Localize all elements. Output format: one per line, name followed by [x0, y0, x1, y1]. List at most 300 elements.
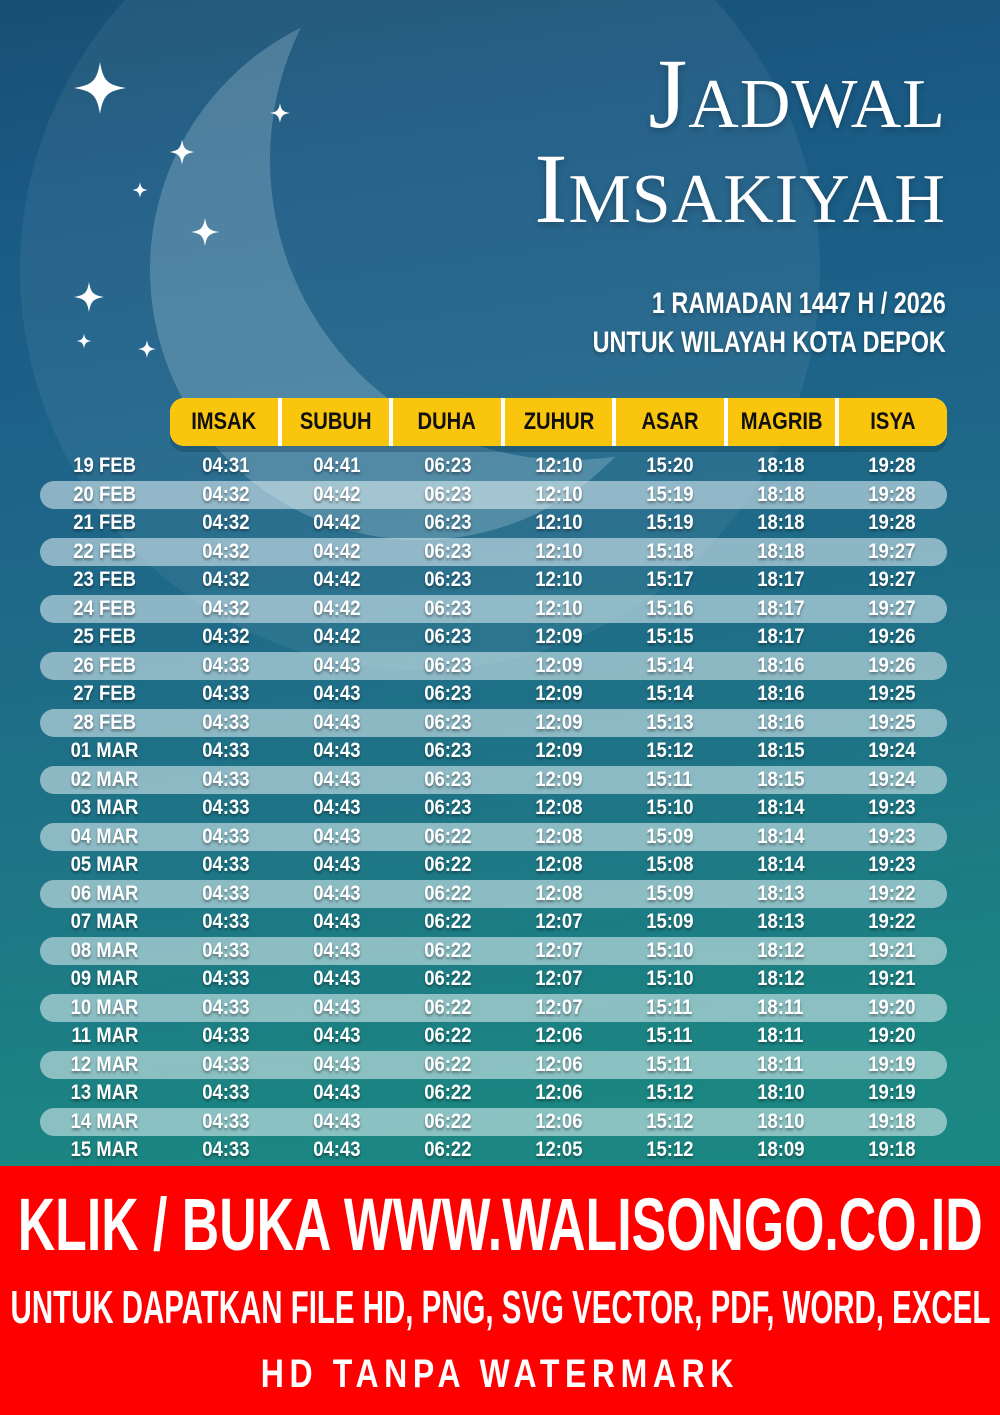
time-cell	[836, 996, 947, 1020]
time-value: 06:22	[423, 995, 472, 1019]
schedule-row	[40, 509, 947, 538]
time-cell	[725, 454, 836, 478]
time-cell	[836, 682, 947, 706]
time-cell	[170, 910, 281, 934]
time-cell	[392, 967, 503, 991]
time-value: 04:32	[201, 568, 250, 592]
date-cell	[40, 1110, 170, 1134]
time-cell	[503, 1081, 614, 1105]
time-value: 19:27	[867, 596, 916, 620]
time-cell	[170, 882, 281, 906]
time-value: 19:28	[867, 454, 916, 478]
time-cell	[392, 597, 503, 621]
date-cell	[40, 853, 170, 877]
time-value: 06:22	[423, 967, 472, 991]
time-value: 06:22	[423, 1024, 472, 1048]
time-value: 04:33	[201, 739, 250, 763]
time-cell	[614, 1110, 725, 1134]
time-cell	[392, 483, 503, 507]
time-value: 06:23	[423, 682, 472, 706]
time-value: 06:23	[423, 625, 472, 649]
time-value: 19:21	[867, 938, 916, 962]
time-cell	[836, 825, 947, 849]
time-value: 18:18	[756, 511, 805, 535]
column-header-duha	[393, 398, 501, 446]
time-value: 19:20	[867, 1024, 916, 1048]
time-value: 04:33	[201, 910, 250, 934]
time-cell	[836, 768, 947, 792]
date-label: 21 FEB	[73, 511, 137, 535]
time-cell	[170, 996, 281, 1020]
time-cell	[170, 1138, 281, 1162]
time-value: 04:43	[312, 824, 361, 848]
time-value: 12:09	[534, 767, 583, 791]
time-value: 06:23	[423, 568, 472, 592]
time-cell	[392, 454, 503, 478]
time-cell	[614, 1081, 725, 1105]
date-cell	[40, 939, 170, 963]
column-header-label: DUHA	[417, 408, 477, 435]
time-cell	[836, 739, 947, 763]
time-cell	[281, 882, 392, 906]
time-value: 04:43	[312, 1138, 361, 1162]
time-value: 12:06	[534, 1024, 583, 1048]
time-cell	[836, 1138, 947, 1162]
time-value: 18:18	[756, 454, 805, 478]
time-value: 04:43	[312, 938, 361, 962]
time-value: 18:13	[756, 881, 805, 905]
time-value: 04:33	[201, 938, 250, 962]
time-cell	[281, 1081, 392, 1105]
time-value: 04:33	[201, 1138, 250, 1162]
time-value: 06:22	[423, 1138, 472, 1162]
time-cell	[170, 825, 281, 849]
schedule-row	[40, 994, 947, 1023]
time-value: 15:19	[645, 482, 694, 506]
time-value: 15:09	[645, 881, 694, 905]
time-cell	[725, 825, 836, 849]
time-cell	[836, 568, 947, 592]
time-value: 15:09	[645, 824, 694, 848]
time-value: 18:16	[756, 653, 805, 677]
column-header-label: ASAR	[641, 408, 699, 435]
column-header-label: ISYA	[870, 408, 916, 435]
time-value: 12:09	[534, 739, 583, 763]
time-cell	[725, 540, 836, 564]
time-cell	[170, 540, 281, 564]
time-value: 19:22	[867, 881, 916, 905]
time-value: 19:28	[867, 511, 916, 535]
time-value: 06:22	[423, 1052, 472, 1076]
time-cell	[281, 967, 392, 991]
time-value: 04:41	[312, 454, 361, 478]
time-value: 19:24	[867, 767, 916, 791]
time-value: 19:19	[867, 1052, 916, 1076]
subtitle-region-label: UNTUK WILAYAH KOTA DEPOK	[592, 326, 946, 359]
time-value: 04:42	[312, 511, 361, 535]
time-cell	[392, 1081, 503, 1105]
date-label: 22 FEB	[73, 539, 137, 563]
date-label: 19 FEB	[73, 454, 137, 478]
time-value: 04:43	[312, 682, 361, 706]
time-value: 18:14	[756, 796, 805, 820]
time-cell	[170, 568, 281, 592]
time-value: 18:16	[756, 682, 805, 706]
time-value: 18:10	[756, 1081, 805, 1105]
time-value: 15:11	[646, 995, 693, 1019]
footer-no-watermark-label: HD TANPA WATERMARK	[260, 1351, 740, 1396]
time-cell	[836, 597, 947, 621]
time-value: 04:33	[201, 1052, 250, 1076]
date-label: 23 FEB	[73, 568, 137, 592]
time-cell	[281, 768, 392, 792]
time-cell	[614, 939, 725, 963]
date-label: 11 MAR	[71, 1024, 139, 1048]
column-header-label: IMSAK	[191, 408, 257, 435]
time-cell	[725, 910, 836, 934]
time-cell	[281, 483, 392, 507]
time-value: 04:33	[201, 995, 250, 1019]
time-value: 04:43	[312, 1081, 361, 1105]
time-value: 04:43	[312, 853, 361, 877]
time-cell	[392, 540, 503, 564]
date-cell	[40, 910, 170, 934]
time-value: 04:42	[312, 568, 361, 592]
time-cell	[836, 711, 947, 735]
date-label: 15 MAR	[71, 1138, 139, 1162]
column-header-imsak	[170, 398, 278, 446]
time-cell	[614, 996, 725, 1020]
date-label: 08 MAR	[71, 938, 139, 962]
time-value: 12:07	[534, 938, 583, 962]
date-label: 24 FEB	[73, 596, 137, 620]
time-cell	[503, 825, 614, 849]
time-cell	[170, 739, 281, 763]
time-cell	[170, 682, 281, 706]
time-cell	[836, 454, 947, 478]
time-cell	[503, 625, 614, 649]
date-cell	[40, 882, 170, 906]
time-value: 12:07	[534, 995, 583, 1019]
poster-title	[534, 38, 946, 244]
time-cell	[725, 1081, 836, 1105]
schedule-row	[40, 680, 947, 709]
schedule-row	[40, 794, 947, 823]
time-cell	[725, 967, 836, 991]
date-label: 12 MAR	[71, 1052, 139, 1076]
time-value: 18:15	[756, 739, 805, 763]
time-cell	[836, 882, 947, 906]
time-cell	[392, 625, 503, 649]
time-cell	[281, 454, 392, 478]
time-value: 04:32	[201, 596, 250, 620]
time-cell	[725, 511, 836, 535]
time-value: 06:23	[423, 482, 472, 506]
schedule-header	[170, 398, 947, 446]
time-value: 18:11	[757, 995, 804, 1019]
time-value: 04:33	[201, 853, 250, 877]
schedule-row	[40, 823, 947, 852]
time-value: 18:11	[757, 1024, 804, 1048]
time-value: 06:22	[423, 1081, 472, 1105]
time-cell	[614, 540, 725, 564]
time-value: 06:23	[423, 739, 472, 763]
date-label: 26 FEB	[73, 653, 137, 677]
time-cell	[503, 853, 614, 877]
time-value: 15:10	[645, 967, 694, 991]
time-cell	[503, 996, 614, 1020]
time-cell	[725, 796, 836, 820]
time-cell	[281, 796, 392, 820]
time-cell	[170, 796, 281, 820]
time-cell	[170, 711, 281, 735]
time-cell	[725, 597, 836, 621]
time-cell	[614, 1138, 725, 1162]
time-value: 18:16	[756, 710, 805, 734]
time-cell	[836, 939, 947, 963]
time-value: 06:22	[423, 910, 472, 934]
time-cell	[725, 483, 836, 507]
time-cell	[281, 1053, 392, 1077]
time-cell	[836, 853, 947, 877]
time-cell	[725, 568, 836, 592]
time-cell	[614, 910, 725, 934]
time-value: 12:08	[534, 796, 583, 820]
schedule-row	[40, 965, 947, 994]
time-cell	[170, 597, 281, 621]
time-cell	[836, 1081, 947, 1105]
time-value: 04:43	[312, 910, 361, 934]
column-header-label: SUBUH	[299, 408, 372, 435]
time-value: 12:06	[534, 1052, 583, 1076]
time-value: 19:27	[867, 539, 916, 563]
time-value: 04:43	[312, 995, 361, 1019]
time-cell	[503, 796, 614, 820]
date-cell	[40, 739, 170, 763]
column-header-label: MAGRIB	[740, 408, 823, 435]
time-value: 18:17	[756, 625, 805, 649]
time-cell	[503, 967, 614, 991]
time-value: 15:19	[645, 511, 694, 535]
time-value: 15:20	[645, 454, 694, 478]
time-value: 04:43	[312, 796, 361, 820]
column-header-asar	[616, 398, 724, 446]
time-cell	[170, 483, 281, 507]
time-value: 04:33	[201, 967, 250, 991]
date-cell	[40, 796, 170, 820]
time-value: 15:12	[645, 1109, 694, 1133]
time-cell	[503, 882, 614, 906]
time-value: 15:13	[645, 710, 694, 734]
schedule-row	[40, 1079, 947, 1108]
time-cell	[281, 654, 392, 678]
time-value: 15:17	[645, 568, 694, 592]
time-value: 19:18	[867, 1109, 916, 1133]
date-cell	[40, 483, 170, 507]
time-cell	[392, 882, 503, 906]
date-cell	[40, 768, 170, 792]
time-cell	[725, 768, 836, 792]
time-cell	[170, 654, 281, 678]
time-value: 12:08	[534, 881, 583, 905]
time-value: 19:25	[867, 710, 916, 734]
time-value: 19:20	[867, 995, 916, 1019]
date-label: 09 MAR	[71, 967, 139, 991]
time-value: 15:10	[645, 938, 694, 962]
time-cell	[392, 910, 503, 934]
time-value: 19:21	[867, 967, 916, 991]
time-cell	[614, 654, 725, 678]
time-cell	[503, 540, 614, 564]
time-cell	[281, 511, 392, 535]
schedule-row	[40, 737, 947, 766]
schedule-row	[40, 481, 947, 510]
time-value: 18:11	[757, 1052, 804, 1076]
time-cell	[503, 1053, 614, 1077]
date-cell	[40, 568, 170, 592]
time-cell	[725, 996, 836, 1020]
time-value: 06:22	[423, 824, 472, 848]
time-cell	[503, 739, 614, 763]
title-line-jadwal: Jadwal	[648, 38, 946, 149]
date-cell	[40, 1138, 170, 1162]
time-cell	[614, 825, 725, 849]
time-value: 15:18	[645, 539, 694, 563]
time-value: 12:10	[534, 482, 583, 506]
time-cell	[281, 939, 392, 963]
date-cell	[40, 825, 170, 849]
time-cell	[614, 597, 725, 621]
time-value: 12:07	[534, 910, 583, 934]
time-value: 18:13	[756, 910, 805, 934]
footer-website-link-label: KLIK / BUKA WWW.WALISONGO.CO.ID	[17, 1182, 983, 1266]
time-cell	[836, 967, 947, 991]
time-cell	[503, 682, 614, 706]
time-value: 12:08	[534, 824, 583, 848]
time-value: 19:25	[867, 682, 916, 706]
time-cell	[836, 511, 947, 535]
time-cell	[725, 1138, 836, 1162]
time-value: 04:43	[312, 967, 361, 991]
time-value: 15:12	[645, 1138, 694, 1162]
time-value: 04:43	[312, 767, 361, 791]
time-value: 19:26	[867, 653, 916, 677]
time-cell	[281, 739, 392, 763]
time-value: 04:32	[201, 482, 250, 506]
time-value: 12:10	[534, 568, 583, 592]
time-value: 04:33	[201, 682, 250, 706]
date-label: 06 MAR	[71, 881, 139, 905]
footer-website-link[interactable]	[0, 1182, 1000, 1266]
time-value: 04:32	[201, 539, 250, 563]
time-value: 18:17	[756, 596, 805, 620]
time-cell	[614, 511, 725, 535]
date-label: 20 FEB	[73, 482, 137, 506]
title-line-imsakiyah: Imsakiyah	[534, 133, 946, 244]
time-value: 18:18	[756, 539, 805, 563]
time-cell	[503, 597, 614, 621]
time-value: 04:42	[312, 625, 361, 649]
schedule-row	[40, 1022, 947, 1051]
time-value: 15:14	[645, 682, 694, 706]
time-value: 18:10	[756, 1109, 805, 1133]
time-value: 04:43	[312, 881, 361, 905]
time-value: 04:42	[312, 539, 361, 563]
time-cell	[614, 853, 725, 877]
time-cell	[503, 454, 614, 478]
time-value: 15:10	[645, 796, 694, 820]
time-cell	[170, 454, 281, 478]
footer-file-formats-label: UNTUK DAPATKAN FILE HD, PNG, SVG VECTOR, PDF, WORD, EXCEL	[10, 1280, 990, 1333]
date-cell	[40, 654, 170, 678]
time-cell	[392, 654, 503, 678]
time-value: 12:06	[534, 1081, 583, 1105]
time-value: 15:08	[645, 853, 694, 877]
time-cell	[281, 682, 392, 706]
time-cell	[392, 739, 503, 763]
date-label: 02 MAR	[71, 767, 139, 791]
time-value: 06:23	[423, 511, 472, 535]
poster-subtitle	[493, 280, 946, 358]
time-value: 04:33	[201, 1024, 250, 1048]
time-cell	[503, 654, 614, 678]
time-value: 15:11	[646, 1052, 693, 1076]
time-value: 19:19	[867, 1081, 916, 1105]
time-value: 12:09	[534, 710, 583, 734]
time-value: 18:09	[756, 1138, 805, 1162]
time-value: 06:23	[423, 710, 472, 734]
time-value: 19:26	[867, 625, 916, 649]
time-cell	[281, 625, 392, 649]
time-value: 19:27	[867, 568, 916, 592]
time-value: 04:31	[201, 454, 250, 478]
time-cell	[836, 796, 947, 820]
time-cell	[614, 882, 725, 906]
time-cell	[170, 853, 281, 877]
time-value: 18:18	[756, 482, 805, 506]
time-cell	[503, 768, 614, 792]
date-cell	[40, 540, 170, 564]
time-cell	[392, 568, 503, 592]
time-value: 06:23	[423, 596, 472, 620]
time-value: 12:06	[534, 1109, 583, 1133]
date-label: 07 MAR	[71, 910, 139, 934]
time-value: 06:23	[423, 767, 472, 791]
schedule-row	[40, 595, 947, 624]
schedule-row	[40, 908, 947, 937]
time-cell	[170, 1053, 281, 1077]
time-value: 12:08	[534, 853, 583, 877]
date-label: 14 MAR	[71, 1109, 139, 1133]
date-cell	[40, 996, 170, 1020]
time-cell	[281, 711, 392, 735]
time-cell	[614, 1053, 725, 1077]
time-value: 18:12	[756, 967, 805, 991]
column-header-magrib	[728, 398, 836, 446]
column-header-isya	[839, 398, 947, 446]
time-value: 04:33	[201, 881, 250, 905]
time-cell	[725, 625, 836, 649]
schedule-row	[40, 566, 947, 595]
time-cell	[836, 540, 947, 564]
time-cell	[614, 483, 725, 507]
time-cell	[392, 796, 503, 820]
time-value: 19:23	[867, 824, 916, 848]
time-value: 19:23	[867, 853, 916, 877]
time-cell	[725, 1110, 836, 1134]
time-cell	[392, 1053, 503, 1077]
date-cell	[40, 1081, 170, 1105]
